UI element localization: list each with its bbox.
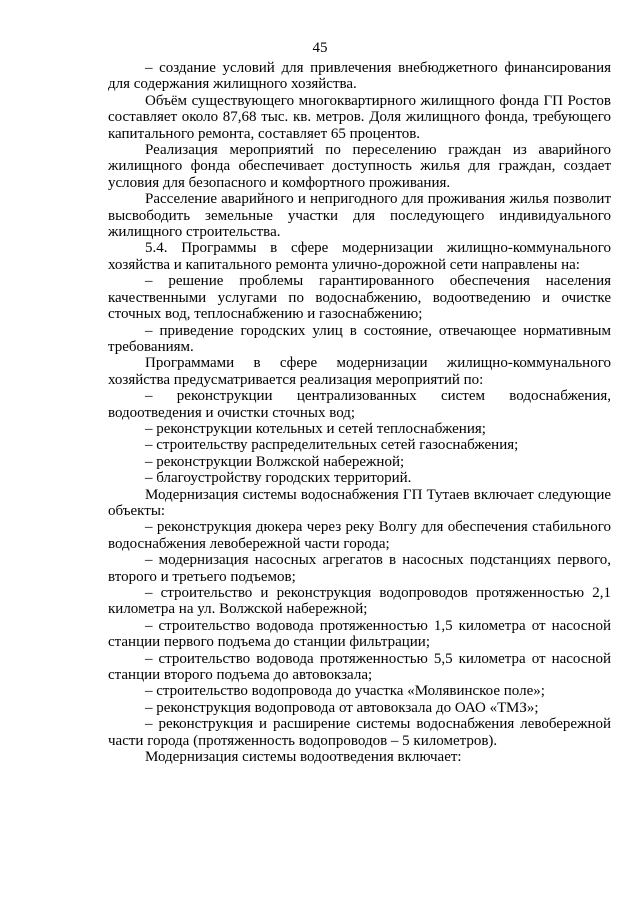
paragraph-sewerage-modernization: Модернизация системы водоотведения включает: — [145, 749, 462, 766]
paragraph-resettlement-measures: Реализация мероприятий по переселению граждан из аварийного жилищного фонда обеспечивает доступность жилья для граждан, создает условия для безопасного и комфортного проживания. — [108, 142, 611, 191]
list-item-conduit-second-lift: – строительство водовода протяженностью 5,5 километра от насосной станции второго подъема до автовокзала; — [108, 650, 611, 684]
paragraph-extrabudgetary-financing: – создание условий для привлечения внебюджетного финансирования для содержания жилищного хозяйства. — [108, 60, 611, 93]
paragraph-land-release: Расселение аварийного и непригодного для проживания жилья позволит высвободить земельные участки для последующего индивидуального жилищного строительства. — [108, 191, 611, 241]
document-body — [108, 60, 611, 765]
list-item-volga-embankment: – реконструкции Волжской набережной; — [145, 453, 405, 470]
paragraph-programs-measures: Программами в сфере модернизации жилищно-коммунального хозяйства предусматривается реализация мероприятий по: — [108, 355, 611, 388]
list-item-pipe-molyavinskoe: – строительство водопровода до участка «Молявинское поле»; — [145, 683, 545, 700]
paragraph-housing-stock-volume: Объём существующего многоквартирного жилищного фонда ГП Ростов составляет около 87,68 тыс. кв. метров. Доля жилищного фонда, требующего капитального ремонта, составляет 65 процентов. — [108, 92, 611, 142]
page-number: 45 — [312, 40, 328, 56]
list-item-water-pipes-embankment: – строительство и реконструкция водопроводов протяженностью 2,1 километра на ул. Волжской набережной; — [108, 585, 611, 618]
list-item-utilities-services: – решение проблемы гарантированного обеспечения населения качественными услугами по водоснабжению, водоотведению и очистке сточных вод, теплоснабжению и газоснабжению; — [108, 273, 611, 323]
list-item-gas-networks: – строительству распределительных сетей газоснабжения; — [145, 437, 519, 454]
list-item-conduit-first-lift: – строительство водовода протяженностью 1,5 километра от насосной станции первого подъема до станции фильтрации; — [108, 617, 611, 651]
list-item-urban-improvement: – благоустройству городских территорий. — [145, 470, 412, 487]
section-5-4-heading-paragraph: 5.4. Программы в сфере модернизации жилищно-коммунального хозяйства и капитального ремонта улично-дорожной сети направлены на: — [108, 240, 611, 273]
paragraph-water-supply-modernization: Модернизация системы водоснабжения ГП Тутаев включает следующие объекты: — [108, 486, 611, 519]
list-item-water-systems-reconstruction: – реконструкции централизованных систем водоснабжения, водоотведения и очистки сточных вод; — [108, 388, 611, 421]
list-item-boiler-reconstruction: – реконструкции котельных и сетей теплоснабжения; — [145, 420, 486, 437]
list-item-streets-condition: – приведение городских улиц в состояние, отвечающее нормативным требованиям. — [108, 322, 611, 355]
list-item-pump-modernization: – модернизация насосных агрегатов в насосных подстанциях первого, второго и третьего подъемов; — [108, 552, 611, 585]
list-item-culvert-reconstruction: – реконструкция дюкера через реку Волгу для обеспечения стабильного водоснабжения левобережной части города; — [108, 519, 611, 552]
list-item-pipe-tmz: – реконструкция водопровода от автовокзала до ОАО «ТМЗ»; — [145, 699, 539, 716]
list-item-left-bank-expansion: – реконструкция и расширение системы водоснабжения левобережной части города (протяженность водопроводов – 5 километров). — [108, 716, 611, 749]
